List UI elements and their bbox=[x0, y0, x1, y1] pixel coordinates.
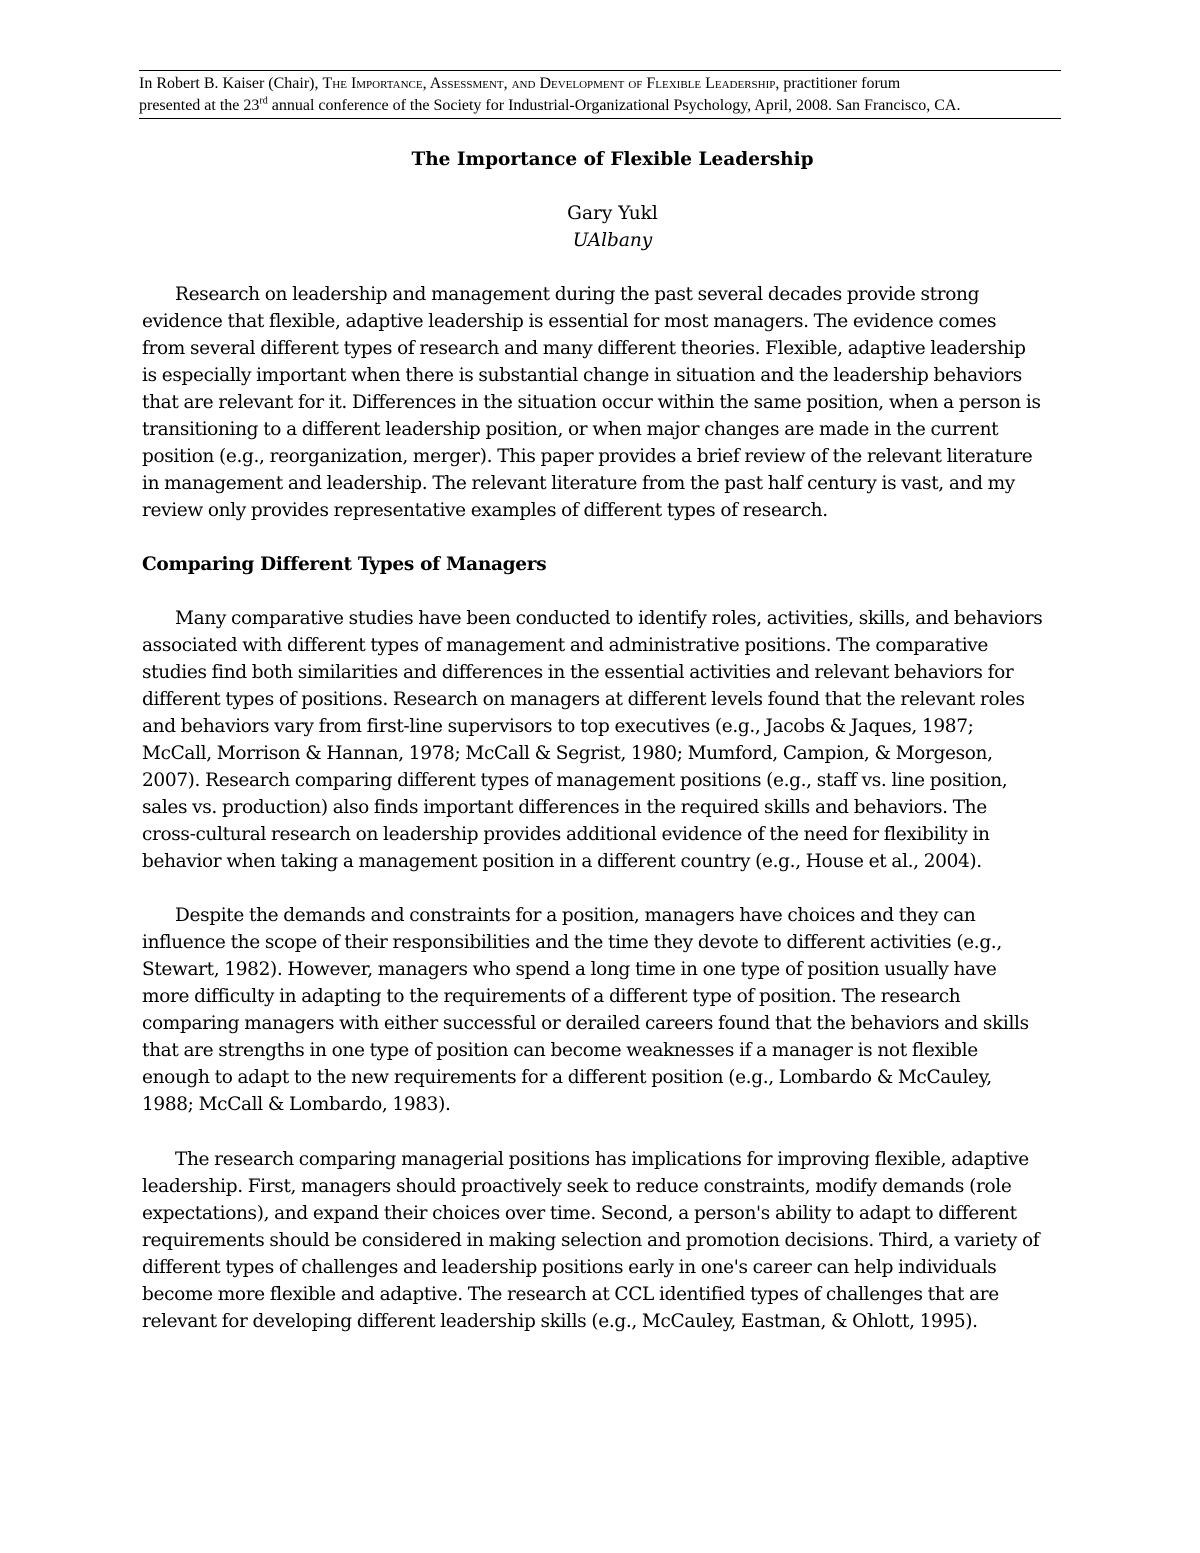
paragraph-line: Despite the demands and constraints for a position, managers have choices and they can bbox=[175, 905, 976, 926]
paragraph-line: different types of challenges and leadership positions early in one's career can help individuals bbox=[142, 1257, 997, 1278]
paragraph-line: become more flexible and adaptive. The research at CCL identified types of challenges that are bbox=[142, 1284, 999, 1305]
paragraph-line: influence the scope of their responsibilities and the time they devote to different activities (e.g., bbox=[142, 932, 1002, 953]
paragraph-line: and behaviors vary from first-line supervisors to top executives (e.g., Jacobs & Jaques, 1987; bbox=[142, 716, 974, 737]
paper-title: The Importance of Flexible Leadership bbox=[411, 149, 814, 170]
header-line-1-start: In Robert B. Kaiser (Chair), bbox=[139, 75, 323, 92]
ordinal-superscript: rd bbox=[259, 95, 268, 107]
paragraph-line: that are relevant for it. Differences in the situation occur within the same position, when a person is bbox=[142, 392, 1041, 413]
paragraph-line: evidence that flexible, adaptive leadership is essential for most managers. The evidence comes bbox=[142, 311, 997, 332]
header-line-2-end: annual conference of the Society for Industrial-Organizational Psychology, April, 2008. San Francisco, CA. bbox=[267, 97, 961, 114]
header-line-1 bbox=[139, 73, 1061, 95]
paragraph-line: more difficulty in adapting to the requirements of a different type of position. The research bbox=[142, 986, 961, 1007]
paragraph-line: behavior when taking a management position in a different country (e.g., House et al., 2004). bbox=[142, 851, 982, 872]
paragraph-line: 1988; McCall & Lombardo, 1983). bbox=[142, 1094, 451, 1115]
paragraph-line: McCall, Morrison & Hannan, 1978; McCall & Segrist, 1980; Mumford, Campion, & Morgeson, bbox=[142, 743, 993, 764]
paragraph-line: leadership. First, managers should proactively seek to reduce constraints, modify demands (role bbox=[142, 1176, 1012, 1197]
paragraph-line: review only provides representative examples of different types of research. bbox=[142, 500, 828, 521]
paragraph-line: 2007). Research comparing different types of management positions (e.g., staff vs. line position, bbox=[142, 770, 1008, 791]
body-paragraph-1 bbox=[142, 605, 1087, 875]
paragraph-line: studies find both similarities and differences in the essential activities and relevant behaviors for bbox=[142, 662, 1014, 683]
running-header bbox=[139, 70, 1061, 119]
paragraph-line: sales vs. production) also finds important differences in the required skills and behaviors. The bbox=[142, 797, 987, 818]
body-paragraph-3 bbox=[142, 1146, 1087, 1335]
header-line-2-start: presented at the 23 bbox=[139, 97, 260, 114]
body-paragraph-2 bbox=[142, 902, 1087, 1118]
paragraph-line: expectations), and expand their choices over time. Second, a person's ability to adapt to different bbox=[142, 1203, 1017, 1224]
paragraph-line: is especially important when there is substantial change in situation and the leadership behaviors bbox=[142, 365, 1022, 386]
paragraph-line: different types of positions. Research on managers at different levels found that the relevant roles bbox=[142, 689, 1025, 710]
author-affiliation: UAlbany bbox=[572, 230, 653, 251]
paragraph-line: The research comparing managerial positions has implications for improving flexible, adaptive bbox=[175, 1149, 1029, 1170]
paragraph-line: cross-cultural research on leadership provides additional evidence of the need for flexibility in bbox=[142, 824, 990, 845]
paragraph-line: in management and leadership. The relevant literature from the past half century is vast, and my bbox=[142, 473, 1015, 494]
paragraph-line: transitioning to a different leadership position, or when major changes are made in the current bbox=[142, 419, 999, 440]
forum-title: The Importance, Assessment, and Development of Flexible Leadership bbox=[322, 75, 776, 92]
paragraph-line: Research on leadership and management during the past several decades provide strong bbox=[175, 284, 980, 305]
paragraph-line: requirements should be considered in making selection and promotion decisions. Third, a variety of bbox=[142, 1230, 1040, 1251]
paragraph-line: from several different types of research and many different theories. Flexible, adaptive leadership bbox=[142, 338, 1026, 359]
paragraph-line: comparing managers with either successful or derailed careers found that the behaviors and skills bbox=[142, 1013, 1029, 1034]
paragraph-line: Many comparative studies have been conducted to identify roles, activities, skills, and behaviors bbox=[175, 608, 1043, 629]
paragraph-line: associated with different types of management and administrative positions. The comparative bbox=[142, 635, 989, 656]
paragraph-line: that are strengths in one type of position can become weaknesses if a manager is not flexible bbox=[142, 1040, 978, 1061]
paragraph-line: enough to adapt to the new requirements for a different position (e.g., Lombardo & McCauley, bbox=[142, 1067, 992, 1088]
header-line-1-end: , practitioner forum bbox=[775, 75, 901, 92]
paragraph-line: position (e.g., reorganization, merger). This paper provides a brief review of the relevant literature bbox=[142, 446, 1033, 467]
paragraph-line: relevant for developing different leadership skills (e.g., McCauley, Eastman, & Ohlott, 1995). bbox=[142, 1311, 978, 1332]
intro-paragraph bbox=[142, 281, 1087, 524]
author-name: Gary Yukl bbox=[567, 203, 658, 224]
section-heading: Comparing Different Types of Managers bbox=[142, 554, 547, 575]
header-line-2 bbox=[139, 95, 1061, 117]
paragraph-line: Stewart, 1982). However, managers who spend a long time in one type of position usually have bbox=[142, 959, 997, 980]
